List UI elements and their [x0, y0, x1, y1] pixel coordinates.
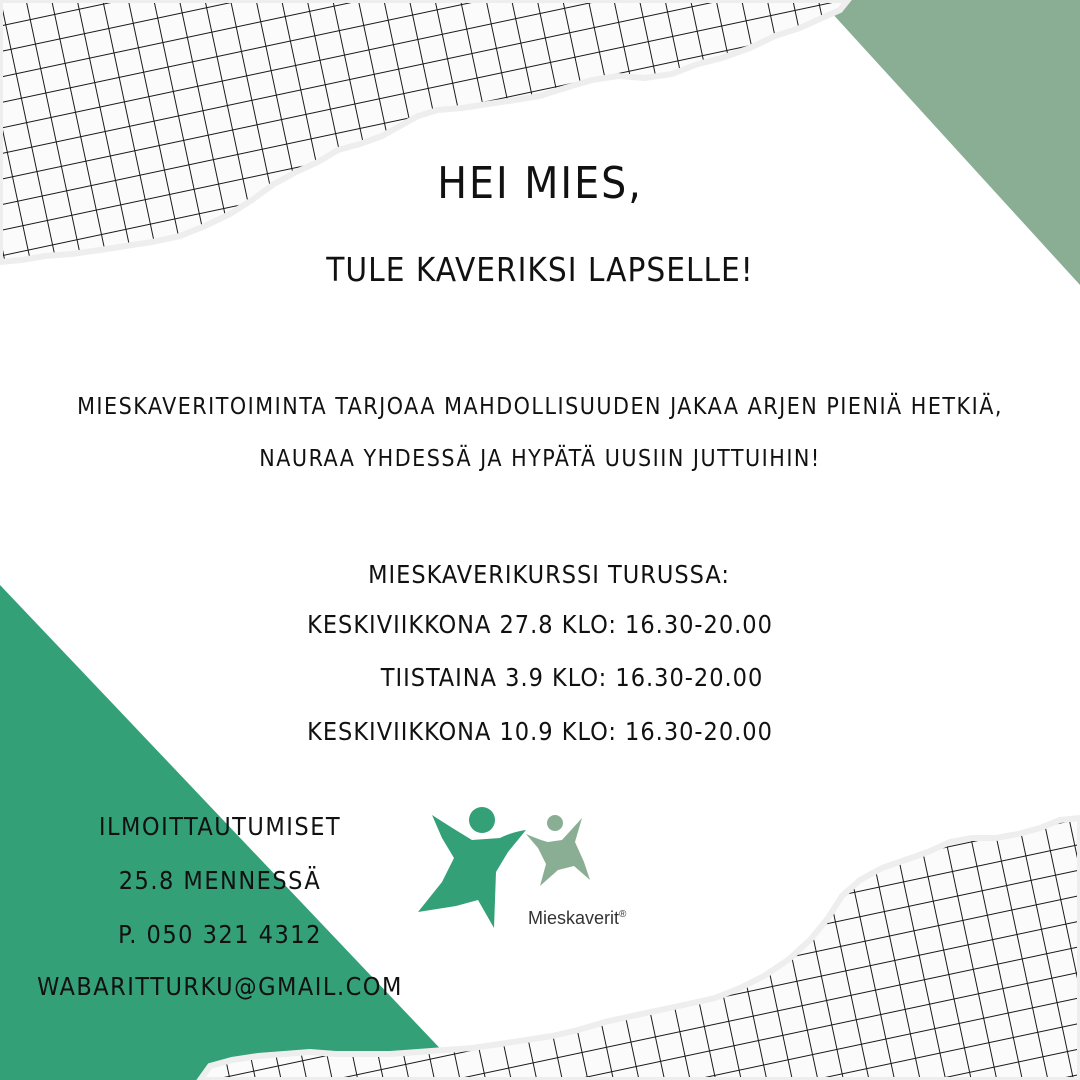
logo-name: Mieskaverit — [528, 908, 620, 928]
registration-deadline: 25.8 MENNESSÄ — [118, 866, 322, 895]
course-title: MIESKAVERIKURSSI TURUSSA: — [368, 560, 730, 589]
logo-big-figure-icon — [418, 807, 526, 928]
intro-line: MIESKAVERITOIMINTA TARJOAA MAHDOLLISUUDEN JAKAA ARJEN PIENIÄ HETKIÄ, — [77, 394, 1003, 420]
top-right-triangle — [820, 0, 1080, 285]
logo-small-figure-icon — [526, 815, 590, 886]
intro-line: NAURAA YHDESSÄ JA HYPÄTÄ UUSIIN JUTTUIHIN! — [259, 446, 821, 472]
course-session: TIISTAINA 3.9 KLO: 16.30-20.00 — [380, 663, 764, 692]
course-session: KESKIVIIKKONA 10.9 KLO: 16.30-20.00 — [307, 717, 773, 746]
grid-paper-top-left — [0, 0, 848, 262]
logo-wordmark — [528, 908, 626, 929]
logo-registered-mark: ® — [619, 909, 627, 920]
course-session: KESKIVIIKKONA 27.8 KLO: 16.30-20.00 — [307, 610, 773, 639]
registration-email: WABARITTURKU@GMAIL.COM — [37, 972, 403, 1001]
registration-phone: P. 050 321 4312 — [118, 920, 322, 949]
registration-label: ILMOITTAUTUMISET — [98, 812, 342, 841]
heading: HEI MIES, — [437, 158, 643, 209]
subheading: TULE KAVERIKSI LAPSELLE! — [326, 250, 754, 289]
